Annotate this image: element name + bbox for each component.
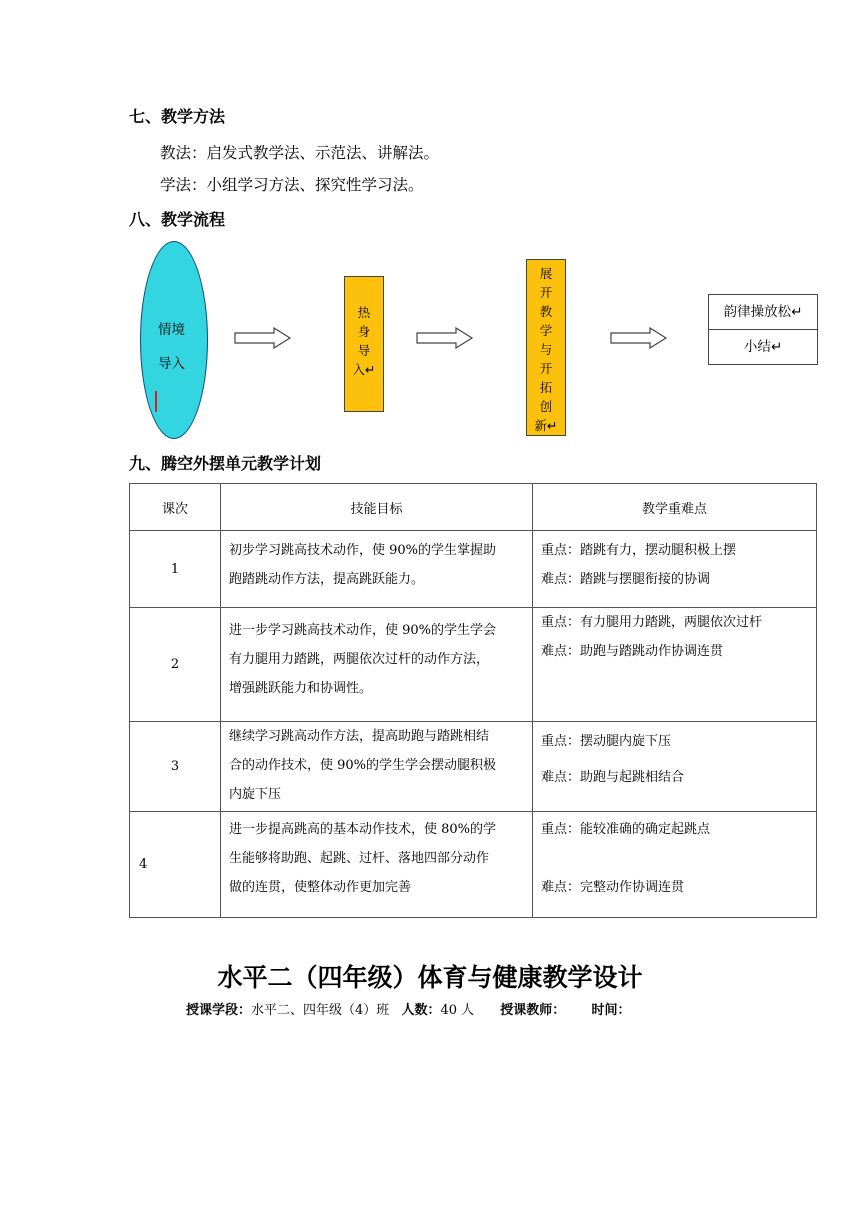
time-label: 时间： (591, 1003, 631, 1018)
lesson-info-line (186, 999, 630, 1018)
skill-goal-line: 做的连贯，使整体动作更加完善 (229, 880, 412, 895)
flow-step-main-teaching-box (526, 259, 566, 436)
skill-goal-line: 初步学习跳高技术动作，使 90%的学生掌握助 (229, 543, 497, 558)
section-8-heading: 八、教学流程 (129, 210, 226, 229)
difficulty-line: 难点：助跑与起跳相结合 (541, 770, 685, 785)
flow-arrow-3 (610, 327, 668, 349)
section-9-heading: 九、腾空外摆单元教学计划 (129, 454, 322, 473)
flow-step-relax-box (708, 294, 818, 365)
lesson-number: 1 (130, 531, 221, 608)
main-char-5: 与 (539, 342, 553, 357)
main-char-2: 开 (539, 285, 553, 300)
table-row (130, 722, 817, 812)
skill-goal-line: 合的动作技术，使 90%的学生学会摆动腿积极 (229, 758, 497, 773)
learning-methods-line: 学法：小组学习方法、探究性学习法。 (160, 176, 424, 194)
lesson-design-title: 水平二（四年级）体育与健康教学设计 (217, 963, 643, 992)
warmup-char-1: 热 (357, 305, 371, 320)
teacher-label: 授课教师： (500, 1003, 566, 1018)
col-header-lesson: 课次 (130, 484, 221, 531)
difficulty-line: 难点：助跑与踏跳动作协调连贯 (541, 644, 724, 659)
main-char-3: 教 (539, 304, 553, 319)
section-7-heading: 七、教学方法 (129, 107, 226, 126)
skill-goal-line: 有力腿用力踏跳，两腿依次过杆的动作方法， (229, 652, 490, 667)
flow-step-intro-line2: 导入 (158, 356, 185, 372)
flow-step-intro-line1: 情境 (158, 322, 185, 338)
col-header-key-points: 教学重难点 (533, 484, 817, 531)
table-row (130, 608, 817, 722)
lesson-number: 4 (130, 812, 221, 918)
difficulty-line: 难点：完整动作协调连贯 (541, 880, 685, 895)
flow-step-intro-ellipse (140, 241, 208, 439)
count-value: 40 人 (440, 1003, 475, 1018)
flow-arrow-2 (416, 327, 474, 349)
table-row (130, 812, 817, 918)
key-point-line: 重点：能较准确的确定起跳点 (541, 822, 711, 837)
main-char-4: 学 (539, 323, 553, 338)
lesson-number: 2 (130, 608, 221, 722)
main-char-6: 开 (539, 361, 553, 376)
teaching-methods-line: 教法：启发式教学法、示范法、讲解法。 (160, 144, 440, 162)
relax-label: 韵律操放松↵ (709, 295, 817, 330)
skill-goal-line: 内旋下压 (229, 787, 282, 802)
key-point-line: 重点：有力腿用力踏跳，两腿依次过杆 (541, 615, 763, 630)
main-char-9: 新↵ (534, 418, 558, 433)
col-header-skill-goal: 技能目标 (221, 484, 533, 531)
warmup-char-2: 身 (357, 324, 371, 339)
difficulty-line: 难点：踏跳与摆腿衔接的协调 (541, 572, 711, 587)
warmup-char-3: 导 (357, 343, 371, 358)
key-point-line: 重点：踏跳有力，摆动腿积极上摆 (541, 543, 737, 558)
count-label: 人数： (401, 1003, 441, 1018)
skill-goal-line: 进一步提高跳高的基本动作技术，使 80%的学 (229, 822, 497, 837)
table-header-row (130, 484, 817, 531)
skill-goal-line: 进一步学习跳高技术动作，使 90%的学生学会 (229, 623, 497, 638)
warmup-char-4: 入↵ (352, 362, 376, 377)
skill-goal-line: 生能够将助跑、起跳、过杆、落地四部分动作 (229, 851, 490, 866)
unit-plan-table (129, 483, 817, 918)
skill-goal-line: 跑踏跳动作方法，提高跳跃能力。 (229, 572, 425, 587)
stage-label: 授课学段： (186, 1003, 252, 1018)
flow-arrow-1 (234, 327, 292, 349)
main-char-1: 展 (539, 266, 553, 281)
skill-goal-line: 继续学习跳高动作方法，提高助跑与踏跳相结 (229, 729, 490, 744)
flow-step-warmup-box (344, 276, 384, 412)
key-point-line: 重点：摆动腿内旋下压 (541, 734, 672, 749)
table-row (130, 531, 817, 608)
skill-goal-line: 增强跳跃能力和协调性。 (229, 681, 373, 696)
lesson-number: 3 (130, 722, 221, 812)
main-char-7: 拓 (539, 380, 553, 395)
summary-label: 小结↵ (743, 339, 783, 355)
main-char-8: 创 (539, 399, 553, 414)
stage-value: 水平二、四年级（4）班 (251, 1003, 390, 1018)
text-cursor (155, 391, 157, 412)
